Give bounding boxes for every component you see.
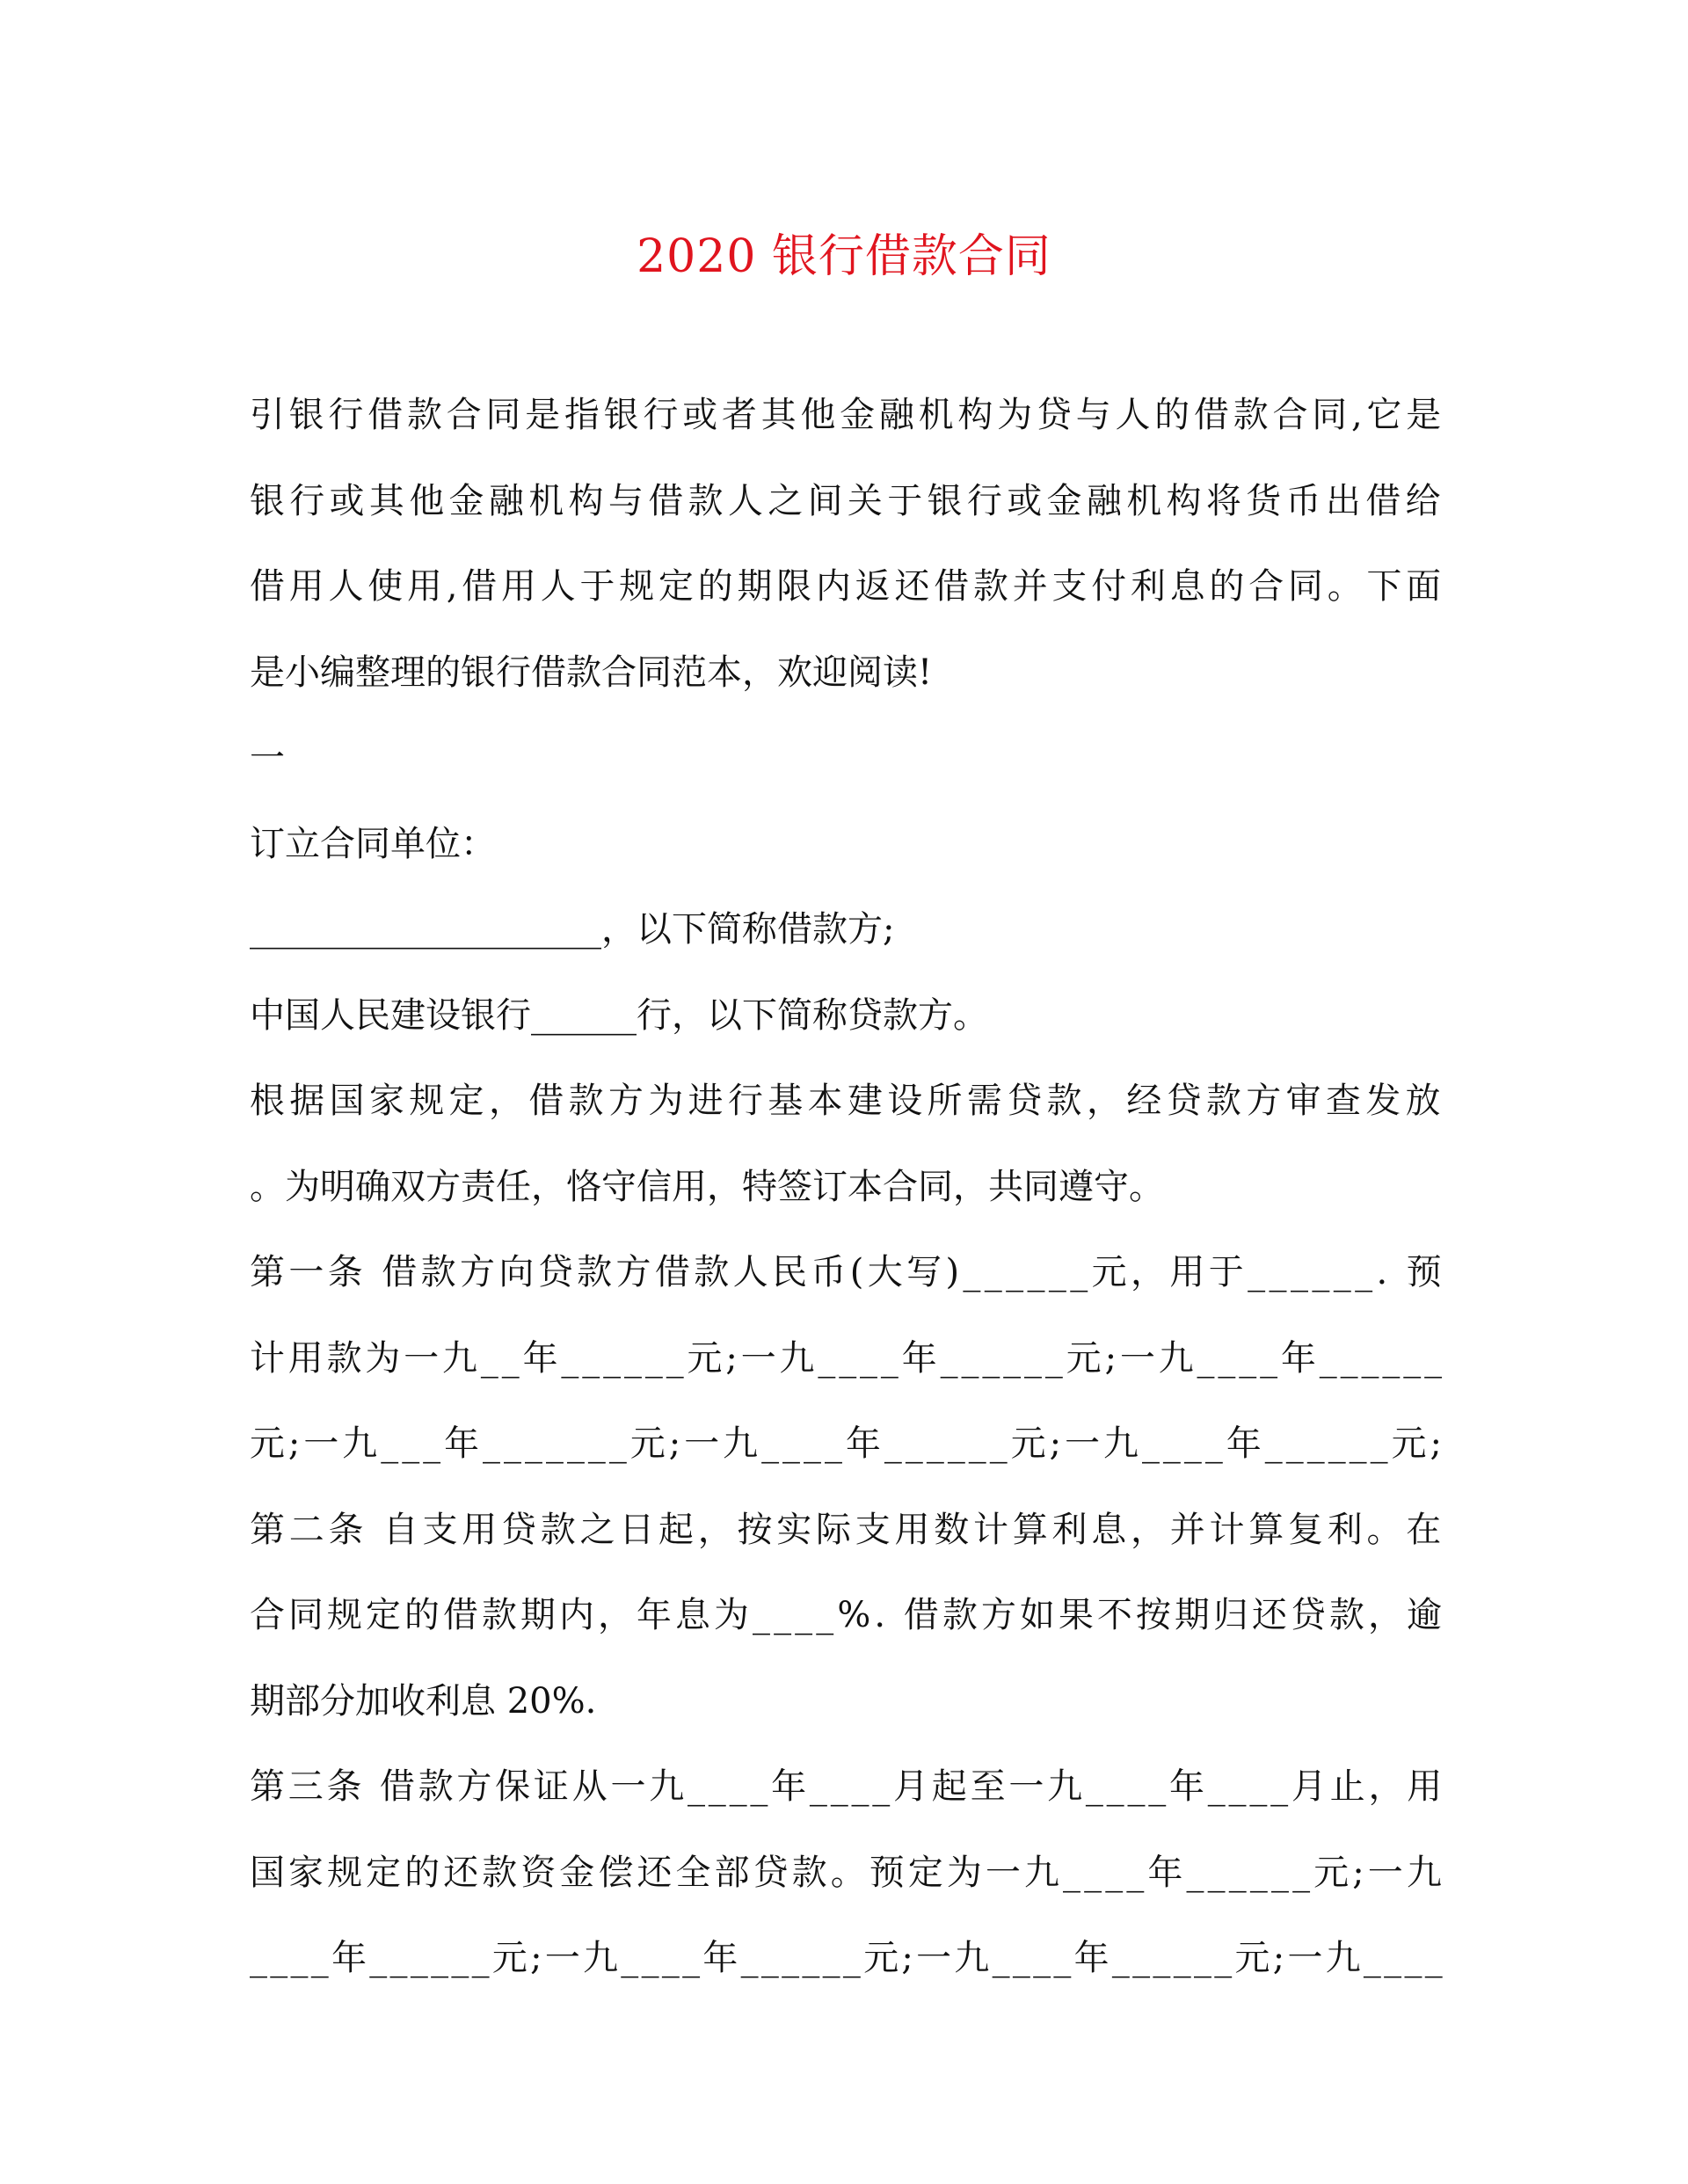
- line-text: 合同规定的借款期内，年息为____%. 借款方如果不按期归还贷款，逾: [250, 1595, 1445, 1635]
- paragraph-line: [250, 1744, 1445, 1831]
- paragraph-line: [250, 544, 1445, 630]
- line-text: 第二条 自支用贷款之日起，按实际支用数计算利息，并计算复利。在: [250, 1509, 1445, 1550]
- paragraph-line: [250, 1059, 1445, 1145]
- line-text: 是小编整理的银行借款合同范本，欢迎阅读!: [250, 652, 933, 693]
- line-text: 根据国家规定，借款方为进行基本建设所需贷款，经贷款方审查发放: [250, 1081, 1445, 1121]
- line-text: 第三条 借款方保证从一九____年____月起至一九____年____月止，用: [250, 1766, 1445, 1807]
- paragraph-line: [250, 1659, 1445, 1745]
- paragraph-line: [250, 1573, 1445, 1659]
- paragraph-line: [250, 373, 1445, 459]
- paragraph-line: [250, 887, 1445, 973]
- paragraph-line: [250, 459, 1445, 545]
- line-text: 借用人使用,借用人于规定的期限内返还借款并支付利息的合同。下面: [250, 566, 1445, 607]
- paragraph-line: [250, 1401, 1445, 1488]
- paragraph-line: [250, 1316, 1445, 1402]
- line-text: ____________________，以下简称借款方;: [250, 909, 895, 950]
- line-text: 订立合同单位：: [250, 823, 496, 864]
- paragraph-line: [250, 630, 1445, 717]
- line-text: 元;一九___年_______元;一九____年______元;一九____年______元;: [250, 1423, 1445, 1464]
- paragraph-line: [250, 1916, 1445, 2002]
- line-text: 第一条 借款方向贷款方借款人民币(大写)______元，用于______. 预: [250, 1252, 1445, 1292]
- line-text: 计用款为一九__年______元;一九____年______元;一九____年______: [250, 1337, 1445, 1379]
- paragraph-line: [250, 716, 1445, 802]
- line-text: 。为明确双方责任，恪守信用，特签订本合同，共同遵守。: [250, 1166, 1164, 1207]
- paragraph-line: [250, 973, 1445, 1059]
- line-text: 引银行借款合同是指银行或者其他金融机构为贷与人的借款合同,它是: [250, 395, 1445, 435]
- line-text: 一: [250, 738, 285, 778]
- paragraph-line: [250, 802, 1445, 888]
- line-text: 银行或其他金融机构与借款人之间关于银行或金融机构将货币出借给: [250, 480, 1445, 521]
- document-body: [250, 373, 1445, 2002]
- line-text: 中国人民建设银行______行，以下简称贷款方。: [250, 994, 988, 1036]
- line-text: 国家规定的还款资金偿还全部贷款。预定为一九____年______元;一九: [250, 1852, 1445, 1893]
- paragraph-line: [250, 1230, 1445, 1316]
- line-text: ____年______元;一九____年______元;一九____年______元;一九____: [250, 1938, 1445, 1978]
- paragraph-line: [250, 1831, 1445, 1917]
- line-text: 期部分加收利息 20%.: [250, 1680, 597, 1722]
- paragraph-line: [250, 1488, 1445, 1574]
- paragraph-line: [250, 1145, 1445, 1231]
- document-title: 2020 银行借款合同: [637, 230, 1051, 283]
